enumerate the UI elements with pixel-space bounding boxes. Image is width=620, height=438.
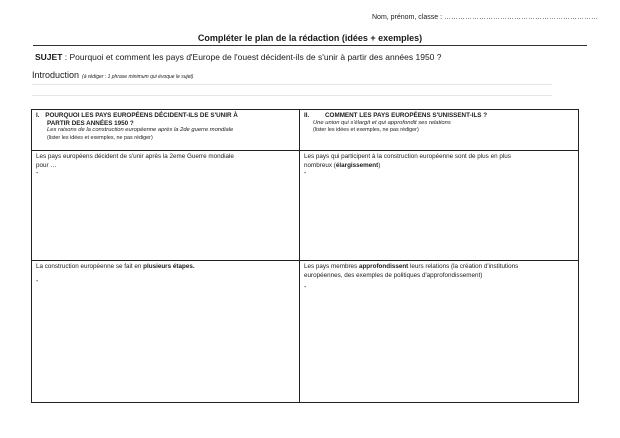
introduction-writing-area[interactable]	[32, 84, 552, 106]
part-one-number: I.	[36, 112, 40, 119]
part-two-heading: COMMENT LES PAYS EUROPÉENS S'UNISSENT-ILS ?	[325, 112, 488, 119]
sujet-text: : Pourquoi et comment les pays d'Europe de l'ouest décident-ils de s'unir à partir des années 1950 ?	[62, 52, 442, 62]
part-two-section-a-line1: Les pays qui participent à la construction européenne sont de plus en plus	[304, 153, 511, 160]
row-divider	[32, 260, 578, 261]
part-one-section-b[interactable]	[36, 263, 296, 399]
part-one-section-a[interactable]	[36, 153, 296, 257]
part-two-section-a-dash: -	[304, 170, 307, 177]
row-divider	[32, 150, 578, 151]
part-one-subtitle: Les raisons de la construction européenne après la 2de guerre mondiale	[47, 127, 234, 133]
part-two-section-b-line1: Les pays membres approfondissent leurs relations (la création d'institutions	[304, 263, 519, 270]
writing-line	[32, 84, 552, 95]
part-two-instruction: (lister les idées et exemples, ne pas rédiger)	[313, 127, 419, 133]
part-two-section-a[interactable]	[304, 153, 576, 257]
part-one-heading-line2: PARTIR DES ANNÉES 1950 ?	[47, 119, 134, 127]
part-two-section-a-line2: nombreux (élargissement)	[304, 161, 381, 169]
writing-line	[32, 95, 552, 106]
sujet-label: SUJET	[35, 52, 63, 62]
part-one-header	[36, 112, 294, 142]
part-two-subtitle: Une union qui s'élargit et qui approfondit ses relations	[313, 119, 451, 126]
page-title: Compléter le plan de la rédaction (idées + exemples)	[197, 33, 423, 43]
introduction-label: Introduction	[32, 70, 80, 80]
etapes-keyword: plusieurs étapes.	[143, 263, 195, 270]
name-class-line: Nom, prénom, classe : …………………………………………………………	[372, 14, 598, 21]
plan-table	[31, 109, 579, 403]
part-one-section-b-line1: La construction européenne se fait en plusieurs étapes.	[36, 263, 195, 270]
part-one-section-a-line1: Les pays européens décident de s'unir après la 2eme Guerre mondiale	[36, 153, 234, 160]
part-one-heading-line1: POURQUOI LES PAYS EUROPÉENS DÉCIDENT-ILS DE S'UNIR À	[45, 112, 238, 119]
sujet-line	[35, 52, 442, 62]
part-two-header	[304, 112, 576, 134]
part-two-section-b-line2: européennes, des exemples de politiques d'approfondissement)	[304, 271, 483, 279]
part-one-section-b-dash: -	[36, 277, 39, 285]
part-one-section-a-dash: -	[36, 170, 39, 177]
introduction-hint: (à rédiger : 1 phrase minimum qui évoque le sujet)	[82, 74, 194, 80]
elargissement-keyword: élargissement	[335, 161, 379, 169]
part-one-instruction: (lister les idées et exemples, ne pas rédiger)	[47, 134, 153, 141]
introduction-heading	[32, 70, 193, 80]
part-one-section-a-line2: pour …	[36, 161, 57, 169]
part-two-section-b-dash: -	[304, 284, 307, 291]
title-divider	[33, 45, 587, 46]
part-two-section-b[interactable]	[304, 263, 576, 399]
approfondissent-keyword: approfondissent	[358, 263, 409, 270]
part-two-number: II.	[304, 112, 310, 119]
column-divider	[299, 110, 300, 402]
